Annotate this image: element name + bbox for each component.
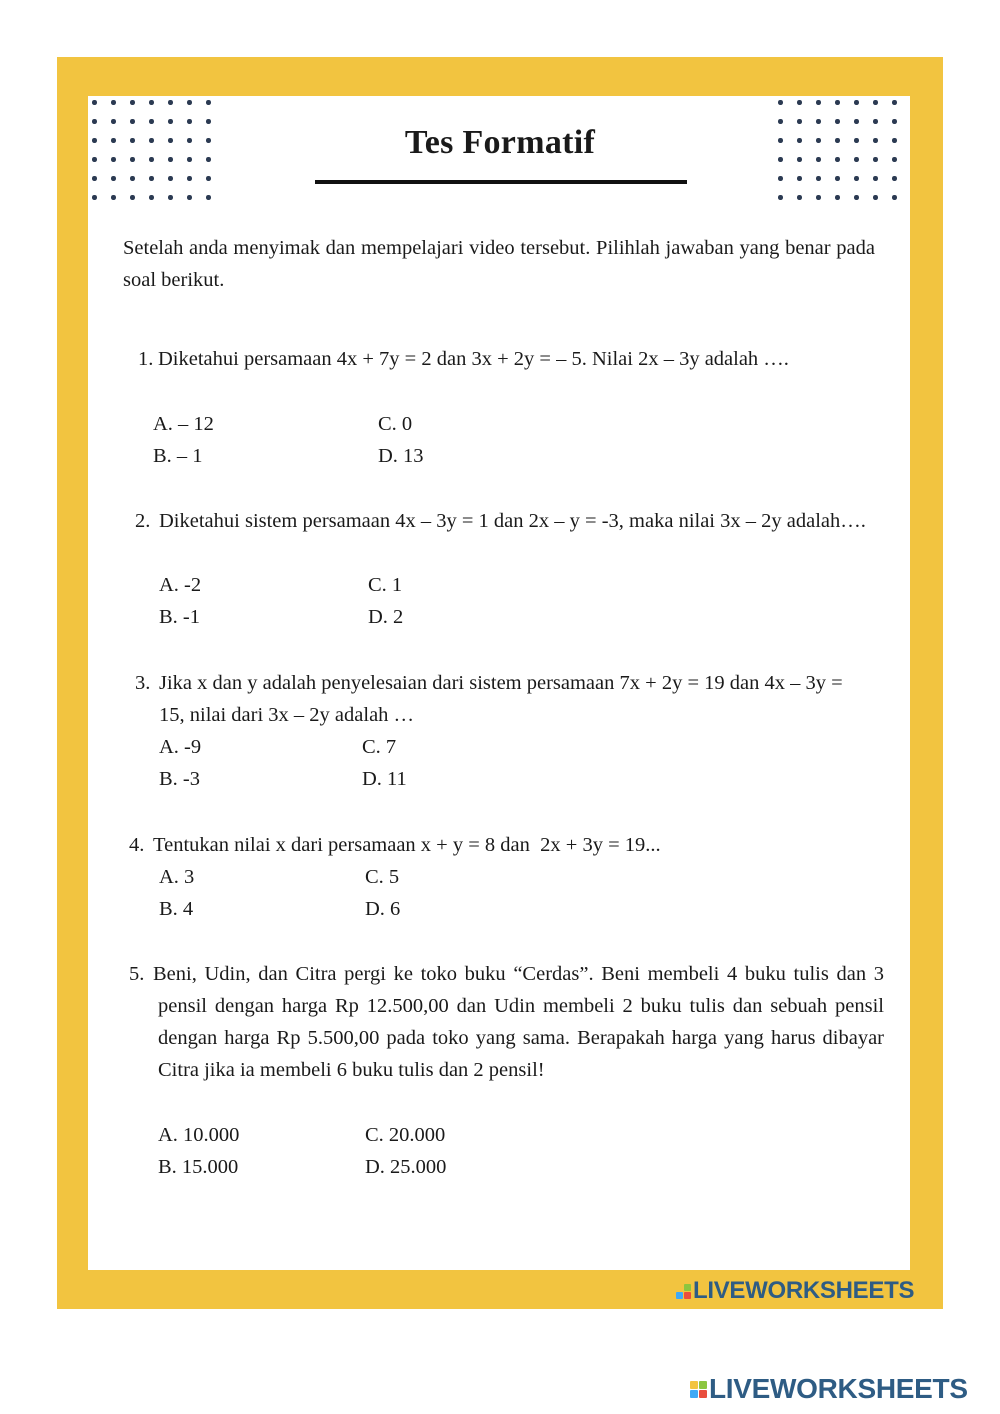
dot bbox=[854, 100, 859, 105]
dot bbox=[130, 138, 135, 143]
dot bbox=[187, 138, 192, 143]
liveworksheets-wordmark: LIVEWORKSHEETS bbox=[693, 1277, 915, 1304]
liveworksheets-logo bbox=[676, 1277, 914, 1305]
option-c[interactable]: C. 20.000 bbox=[365, 1124, 446, 1146]
dot bbox=[816, 119, 821, 124]
dot bbox=[816, 157, 821, 162]
title-underline bbox=[315, 180, 687, 184]
dot bbox=[797, 119, 802, 124]
dot bbox=[168, 157, 173, 162]
question-2 bbox=[135, 505, 881, 537]
dot bbox=[778, 195, 783, 200]
dot bbox=[854, 157, 859, 162]
question-number: 4. bbox=[129, 834, 145, 856]
question-stem: Diketahui persamaan 4x + 7y = 2 dan 3x + 2y = – 5. Nilai 2x – 3y adalah …. bbox=[158, 348, 789, 370]
dot bbox=[797, 176, 802, 181]
dot bbox=[816, 100, 821, 105]
option-a[interactable]: A. 3 bbox=[159, 866, 195, 888]
dot bbox=[206, 157, 211, 162]
question-3 bbox=[135, 667, 863, 731]
dot bbox=[206, 176, 211, 181]
option-b[interactable]: B. – 1 bbox=[153, 445, 203, 467]
question-number: 5. bbox=[129, 963, 145, 985]
option-c[interactable]: C. 5 bbox=[365, 866, 400, 888]
option-c[interactable]: C. 1 bbox=[368, 574, 403, 596]
option-b[interactable]: B. -1 bbox=[159, 606, 200, 628]
liveworksheets-logo-footer[interactable] bbox=[690, 1373, 968, 1405]
option-b[interactable]: B. 4 bbox=[159, 898, 194, 920]
liveworksheets-wordmark: LIVEWORKSHEETS bbox=[709, 1373, 968, 1404]
option-d[interactable]: D. 13 bbox=[378, 445, 424, 467]
dot bbox=[168, 176, 173, 181]
dot bbox=[130, 195, 135, 200]
decorative-dot-grid-left bbox=[92, 100, 211, 200]
dot bbox=[187, 157, 192, 162]
dot bbox=[92, 100, 97, 105]
instructions: Setelah anda menyimak dan mempelajari video tersebut. Pilihlah jawaban yang benar pada soal berikut. bbox=[123, 237, 875, 291]
dot bbox=[778, 176, 783, 181]
dot bbox=[854, 138, 859, 143]
option-a[interactable]: A. -2 bbox=[159, 574, 202, 596]
dot bbox=[854, 119, 859, 124]
dot bbox=[892, 176, 897, 181]
dot bbox=[206, 138, 211, 143]
question-number: 2. bbox=[135, 510, 151, 532]
question-stem: Diketahui sistem persamaan 4x – 3y = 1 dan 2x – y = -3, maka nilai 3x – 2y adalah…. bbox=[159, 510, 866, 532]
dot bbox=[92, 176, 97, 181]
dot bbox=[168, 100, 173, 105]
dot bbox=[168, 119, 173, 124]
dot bbox=[873, 195, 878, 200]
dot bbox=[873, 157, 878, 162]
question-4 bbox=[129, 829, 873, 861]
question-number: 3. bbox=[135, 672, 151, 694]
dot bbox=[835, 119, 840, 124]
dot bbox=[206, 100, 211, 105]
dot bbox=[187, 195, 192, 200]
dot bbox=[149, 119, 154, 124]
dot bbox=[168, 195, 173, 200]
dot bbox=[92, 138, 97, 143]
liveworksheets-logo-icon bbox=[676, 1284, 691, 1299]
option-a[interactable]: A. -9 bbox=[159, 736, 202, 758]
question-stem: Jika x dan y adalah penyelesaian dari sistem persamaan 7x + 2y = 19 dan 4x – 3y = 15, nilai dari 3x – 2y adalah … bbox=[159, 672, 843, 726]
dot bbox=[111, 157, 116, 162]
option-c[interactable]: C. 7 bbox=[362, 736, 397, 758]
dot bbox=[854, 176, 859, 181]
dot bbox=[187, 119, 192, 124]
dot bbox=[111, 138, 116, 143]
decorative-dot-grid-right bbox=[778, 100, 897, 200]
dot bbox=[149, 138, 154, 143]
dot bbox=[778, 100, 783, 105]
dot bbox=[816, 195, 821, 200]
dot bbox=[873, 138, 878, 143]
dot bbox=[835, 157, 840, 162]
dot bbox=[187, 100, 192, 105]
dot bbox=[130, 176, 135, 181]
option-a[interactable]: A. 10.000 bbox=[158, 1124, 240, 1146]
dot bbox=[816, 176, 821, 181]
dot bbox=[835, 176, 840, 181]
dot bbox=[778, 138, 783, 143]
dot bbox=[187, 176, 192, 181]
dot bbox=[111, 176, 116, 181]
dot bbox=[130, 119, 135, 124]
dot bbox=[92, 195, 97, 200]
dot bbox=[168, 138, 173, 143]
option-b[interactable]: B. -3 bbox=[159, 768, 200, 790]
dot bbox=[206, 119, 211, 124]
dot bbox=[149, 195, 154, 200]
dot bbox=[835, 100, 840, 105]
dot bbox=[797, 138, 802, 143]
question-stem: Tentukan nilai x dari persamaan x + y = 8 dan 2x + 3y = 19... bbox=[153, 834, 661, 856]
dot bbox=[892, 119, 897, 124]
option-c[interactable]: C. 0 bbox=[378, 413, 413, 435]
dot bbox=[854, 195, 859, 200]
liveworksheets-logo-icon bbox=[690, 1381, 707, 1398]
question-1 bbox=[138, 343, 884, 375]
dot bbox=[111, 100, 116, 105]
dot bbox=[111, 119, 116, 124]
dot bbox=[778, 157, 783, 162]
dot bbox=[149, 176, 154, 181]
dot bbox=[778, 119, 783, 124]
option-d[interactable]: D. 2 bbox=[368, 606, 404, 628]
dot bbox=[835, 195, 840, 200]
option-d[interactable]: D. 11 bbox=[362, 768, 407, 790]
question-stem: Beni, Udin, dan Citra pergi ke toko buku “Cerdas”. Beni membeli 4 buku tulis dan 3 pensil dengan harga Rp 12.500,00 dan Udin membeli 2 buku tulis dan sebuah pensil dengan harga Rp 5.500,00 pada toko yang sama. Berapakah harga yang harus dibayar Citra jika ia membeli 6 buku tulis dan 2 pensil! bbox=[153, 963, 884, 1081]
dot bbox=[892, 195, 897, 200]
dot bbox=[892, 157, 897, 162]
dot bbox=[92, 119, 97, 124]
dot bbox=[873, 176, 878, 181]
dot bbox=[797, 100, 802, 105]
dot bbox=[797, 195, 802, 200]
option-d[interactable]: D. 6 bbox=[365, 898, 401, 920]
dot bbox=[797, 157, 802, 162]
dot bbox=[130, 100, 135, 105]
dot bbox=[816, 138, 821, 143]
option-a[interactable]: A. – 12 bbox=[153, 413, 214, 435]
dot bbox=[92, 157, 97, 162]
question-5 bbox=[129, 958, 884, 1086]
dot bbox=[206, 195, 211, 200]
question-number: 1. bbox=[138, 348, 154, 370]
dot bbox=[130, 157, 135, 162]
dot bbox=[835, 138, 840, 143]
option-b[interactable]: B. 15.000 bbox=[158, 1156, 239, 1178]
option-d[interactable]: D. 25.000 bbox=[365, 1156, 447, 1178]
dot bbox=[892, 100, 897, 105]
dot bbox=[111, 195, 116, 200]
dot bbox=[892, 138, 897, 143]
dot bbox=[149, 157, 154, 162]
dot bbox=[873, 100, 878, 105]
dot bbox=[873, 119, 878, 124]
dot bbox=[149, 100, 154, 105]
page-title: Tes Formatif bbox=[404, 124, 596, 161]
